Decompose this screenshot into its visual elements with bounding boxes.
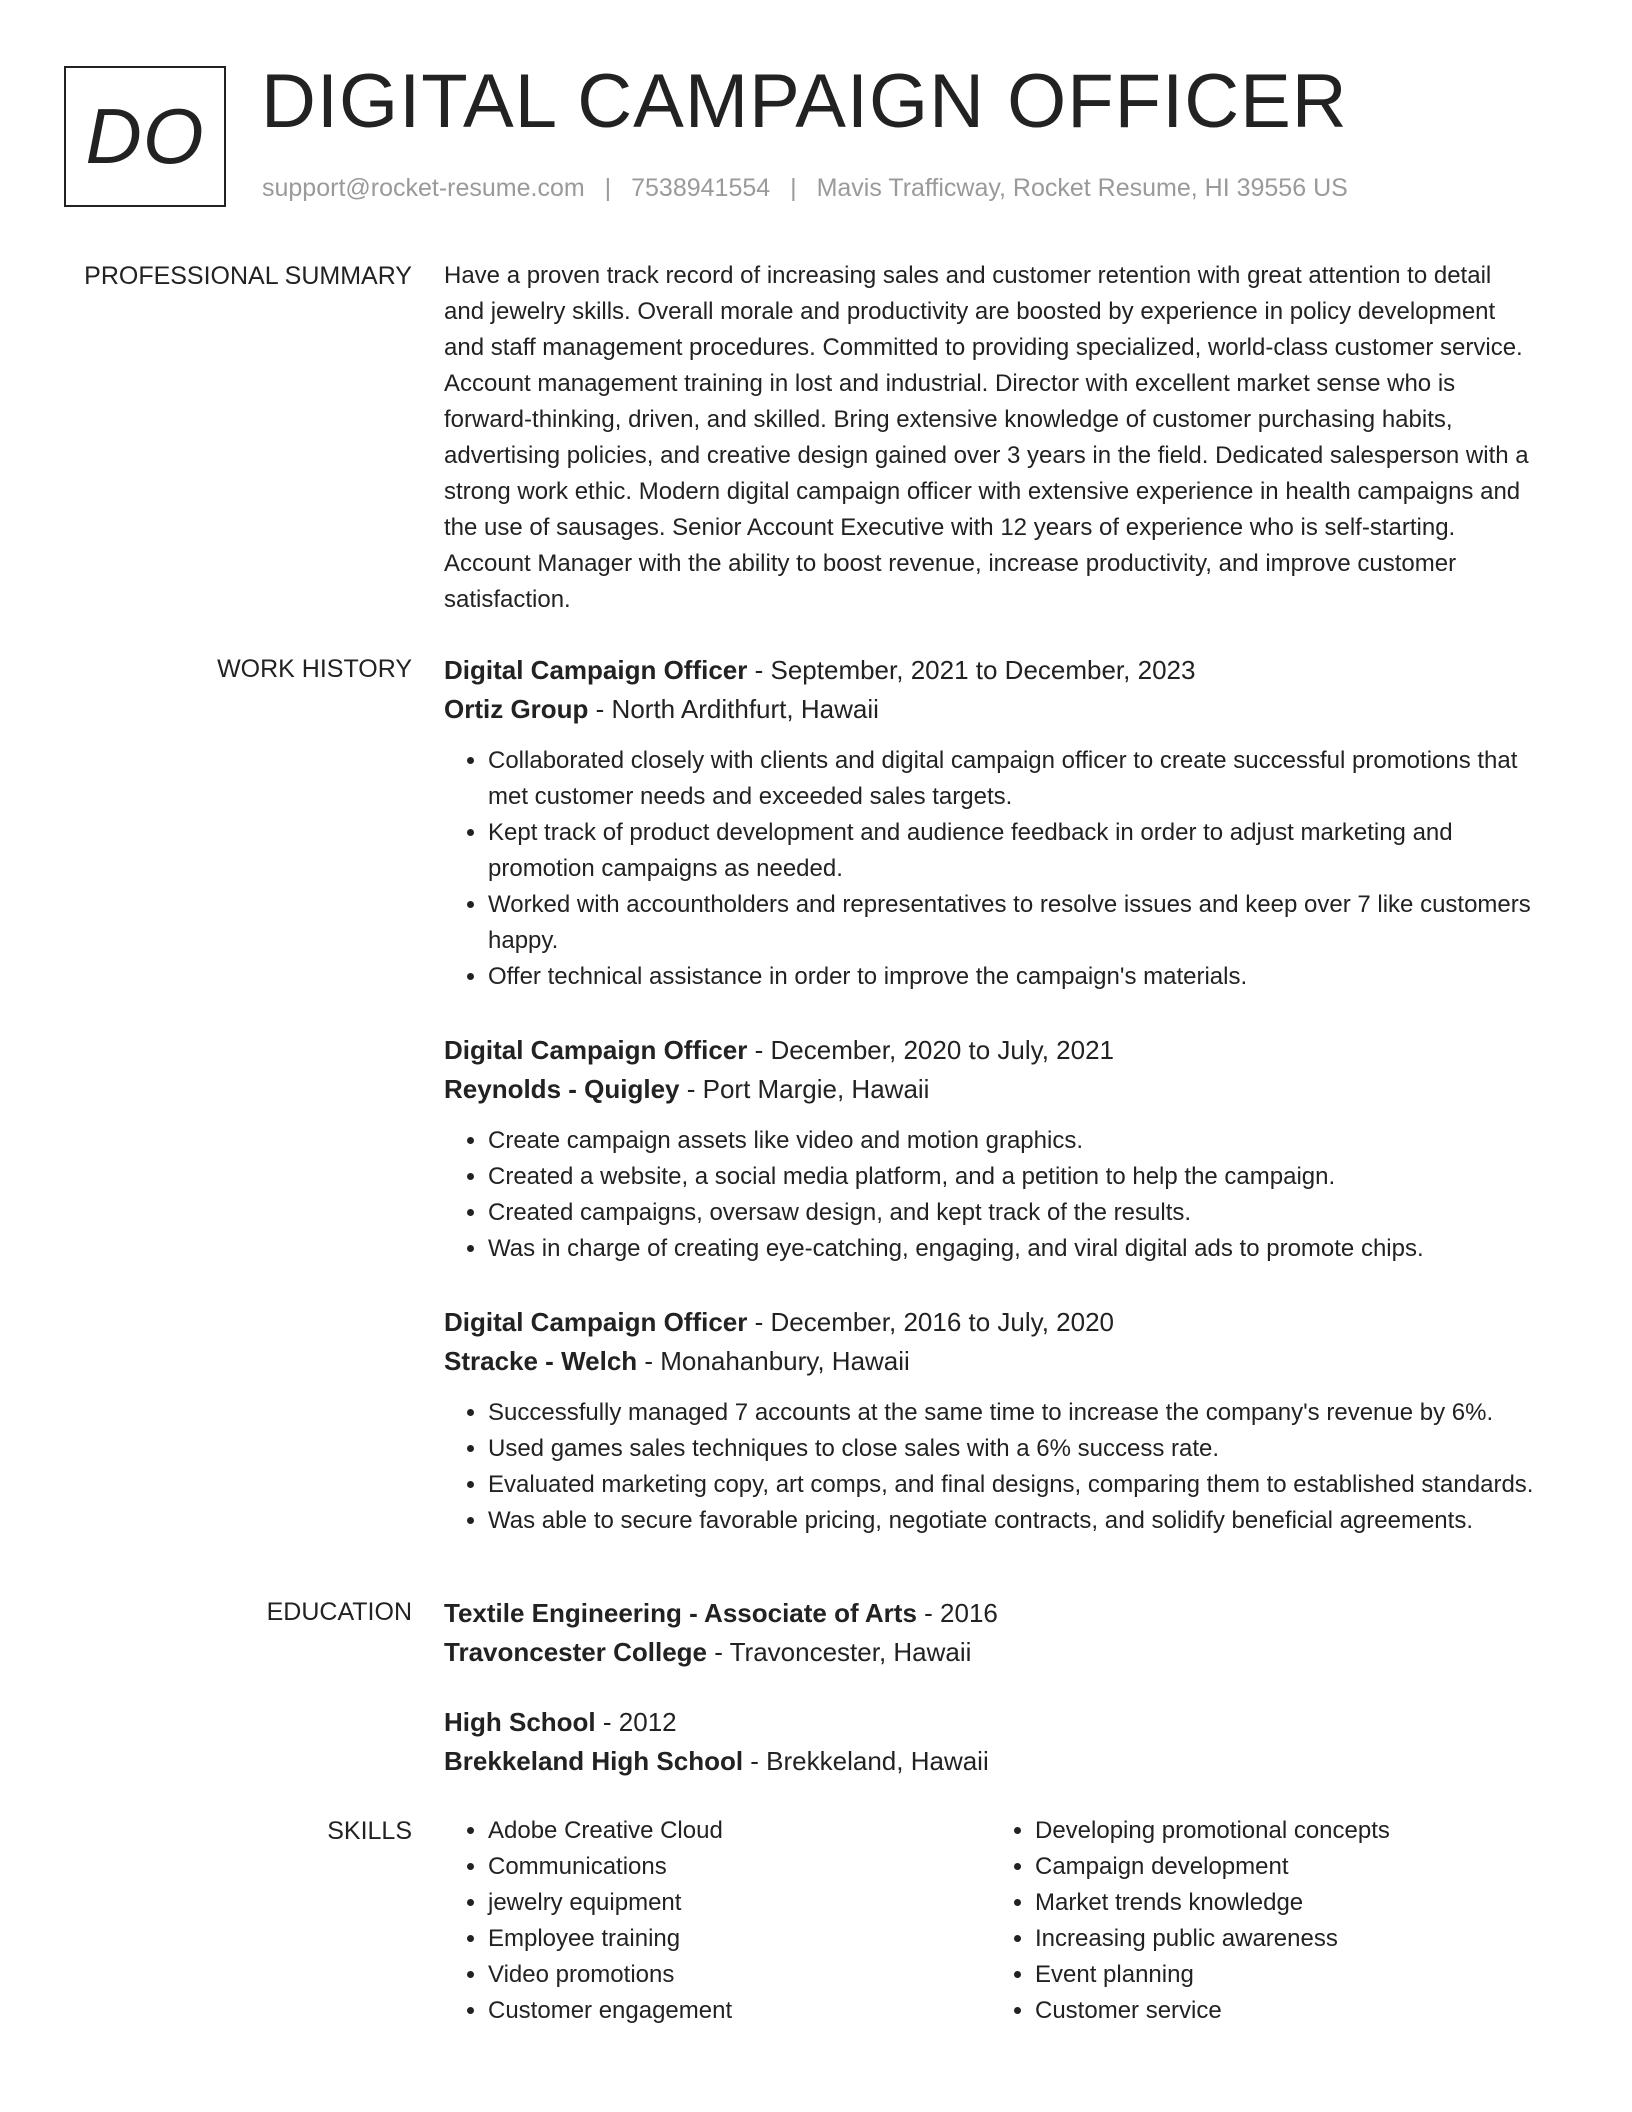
education-location: - Travoncester, Hawaii [707, 1637, 972, 1667]
job-bullet: • Created campaigns, oversaw design, and kept track of the results. [488, 1195, 1534, 1231]
job-dates: - September, 2021 to December, 2023 [747, 655, 1196, 685]
job-company: Reynolds - Quigley [444, 1074, 680, 1104]
skills-body [444, 1813, 1534, 2029]
contact-separator: | [604, 174, 612, 202]
skill-item: • Event planning [1035, 1957, 1494, 1993]
education-location: - Brekkeland, Hawaii [743, 1746, 989, 1776]
skill-item: • Adobe Creative Cloud [488, 1813, 947, 1849]
education-year: - 2012 [595, 1707, 677, 1737]
job-bullet: • Was in charge of creating eye-catching, engaging, and viral digital ads to promote chips. [488, 1231, 1534, 1267]
contact-line [262, 174, 1348, 203]
education-list [444, 1594, 1534, 1812]
job-entry [444, 1303, 1534, 1539]
job-company: Stracke - Welch [444, 1346, 638, 1376]
job-location: - Monahanbury, Hawaii [637, 1346, 910, 1376]
job-dates: - December, 2016 to July, 2020 [747, 1307, 1115, 1337]
job-location: - North Ardithfurt, Hawaii [588, 694, 879, 724]
job-bullet: • Offer technical assistance in order to improve the campaign's materials. [488, 959, 1534, 995]
job-company-line [444, 1342, 1534, 1381]
skill-item: • jewelry equipment [488, 1885, 947, 1921]
job-bullets [444, 1395, 1534, 1539]
job-bullet: • Evaluated marketing copy, art comps, and final designs, comparing them to established standards. [488, 1467, 1534, 1503]
skill-item: • Campaign development [1035, 1849, 1494, 1885]
contact-email[interactable]: support@rocket-resume.com [262, 174, 585, 202]
skill-item: • Customer service [1035, 1993, 1494, 2029]
job-role: Digital Campaign Officer [444, 1307, 748, 1337]
education-school: Travoncester College [444, 1637, 707, 1667]
job-bullet: • Collaborated closely with clients and digital campaign officer to create successful promotions that met customer needs and exceeded sales targets. [488, 743, 1534, 815]
education-degree: High School [444, 1707, 596, 1737]
job-dates: - December, 2020 to July, 2021 [747, 1035, 1115, 1065]
skill-item: • Increasing public awareness [1035, 1921, 1494, 1957]
job-bullet: • Create campaign assets like video and motion graphics. [488, 1123, 1534, 1159]
education-school-line [444, 1633, 1534, 1672]
job-role: Digital Campaign Officer [444, 1035, 748, 1065]
skill-item: • Customer engagement [488, 1993, 947, 2029]
job-bullet: • Created a website, a social media platform, and a petition to help the campaign. [488, 1159, 1534, 1195]
job-role-line [444, 1303, 1534, 1342]
education-school-line [444, 1742, 1534, 1781]
skill-item: • Market trends knowledge [1035, 1885, 1494, 1921]
job-company-line [444, 690, 1534, 729]
job-entry [444, 1031, 1534, 1267]
job-entry [444, 651, 1534, 995]
job-bullet: • Used games sales techniques to close sales with a 6% success rate. [488, 1431, 1534, 1467]
job-company-line [444, 1070, 1534, 1109]
contact-phone[interactable]: 7538941554 [631, 174, 771, 202]
education-entry [444, 1594, 1534, 1672]
skill-item: • Employee training [488, 1921, 947, 1957]
resume-title: DIGITAL CAMPAIGN OFFICER [261, 59, 1348, 144]
job-bullets [444, 743, 1534, 995]
education-entry [444, 1703, 1534, 1781]
skills-title: SKILLS [327, 1817, 412, 1845]
job-bullet: • Was able to secure favorable pricing, negotiate contracts, and solidify beneficial agreements. [488, 1503, 1534, 1539]
job-role: Digital Campaign Officer [444, 655, 748, 685]
skill-item: • Video promotions [488, 1957, 947, 1993]
education-school: Brekkeland High School [444, 1746, 744, 1776]
skill-item: • Developing promotional concepts [1035, 1813, 1494, 1849]
contact-address: Mavis Trafficway, Rocket Resume, HI 39556 US [816, 174, 1348, 202]
monogram-box [64, 66, 226, 207]
work-history-list [444, 651, 1534, 1575]
summary-title: PROFESSIONAL SUMMARY [84, 262, 412, 290]
job-company: Ortiz Group [444, 694, 589, 724]
contact-separator: | [790, 174, 797, 202]
education-degree-line [444, 1703, 1534, 1742]
job-location: - Port Margie, Hawaii [679, 1074, 930, 1104]
work-history-title: WORK HISTORY [217, 655, 412, 683]
job-role-line [444, 651, 1534, 690]
summary-text: Have a proven track record of increasing sales and customer retention with great attention to detail and jewelry skills. Overall morale and productivity are boosted by experience in policy development and staff management procedures. Committed to providing specialized, world-class customer service. Account management training in lost and industrial. Director with excellent market sense who is forward-thinking, driven, and skilled. Bring extensive knowledge of customer purchasing habits, advertising policies, and creative design gained over 3 years in the field. Dedicated salesperson with a strong work ethic. Modern digital campaign officer with extensive experience in health campaigns and the use of sausages. Senior Account Executive with 12 years of experience who is self-starting. Account Manager with the ability to boost revenue, increase productivity, and improve customer satisfaction. [444, 262, 1529, 613]
job-bullet: • Successfully managed 7 accounts at the same time to increase the company's revenue by 6%. [488, 1395, 1534, 1431]
job-bullet: • Worked with accountholders and representatives to resolve issues and keep over 7 like customers happy. [488, 887, 1534, 959]
skills-column-left [444, 1813, 947, 2029]
skills-column-right [991, 1813, 1494, 2029]
skill-item: • Communications [488, 1849, 947, 1885]
education-degree-line [444, 1594, 1534, 1633]
education-year: - 2016 [916, 1598, 998, 1628]
education-degree: Textile Engineering - Associate of Arts [444, 1598, 917, 1628]
job-bullets [444, 1123, 1534, 1267]
job-bullet: • Kept track of product development and audience feedback in order to adjust marketing and promotion campaigns as needed. [488, 815, 1534, 887]
education-title: EDUCATION [266, 1598, 412, 1626]
monogram-initials: DO [85, 92, 205, 180]
job-role-line [444, 1031, 1534, 1070]
